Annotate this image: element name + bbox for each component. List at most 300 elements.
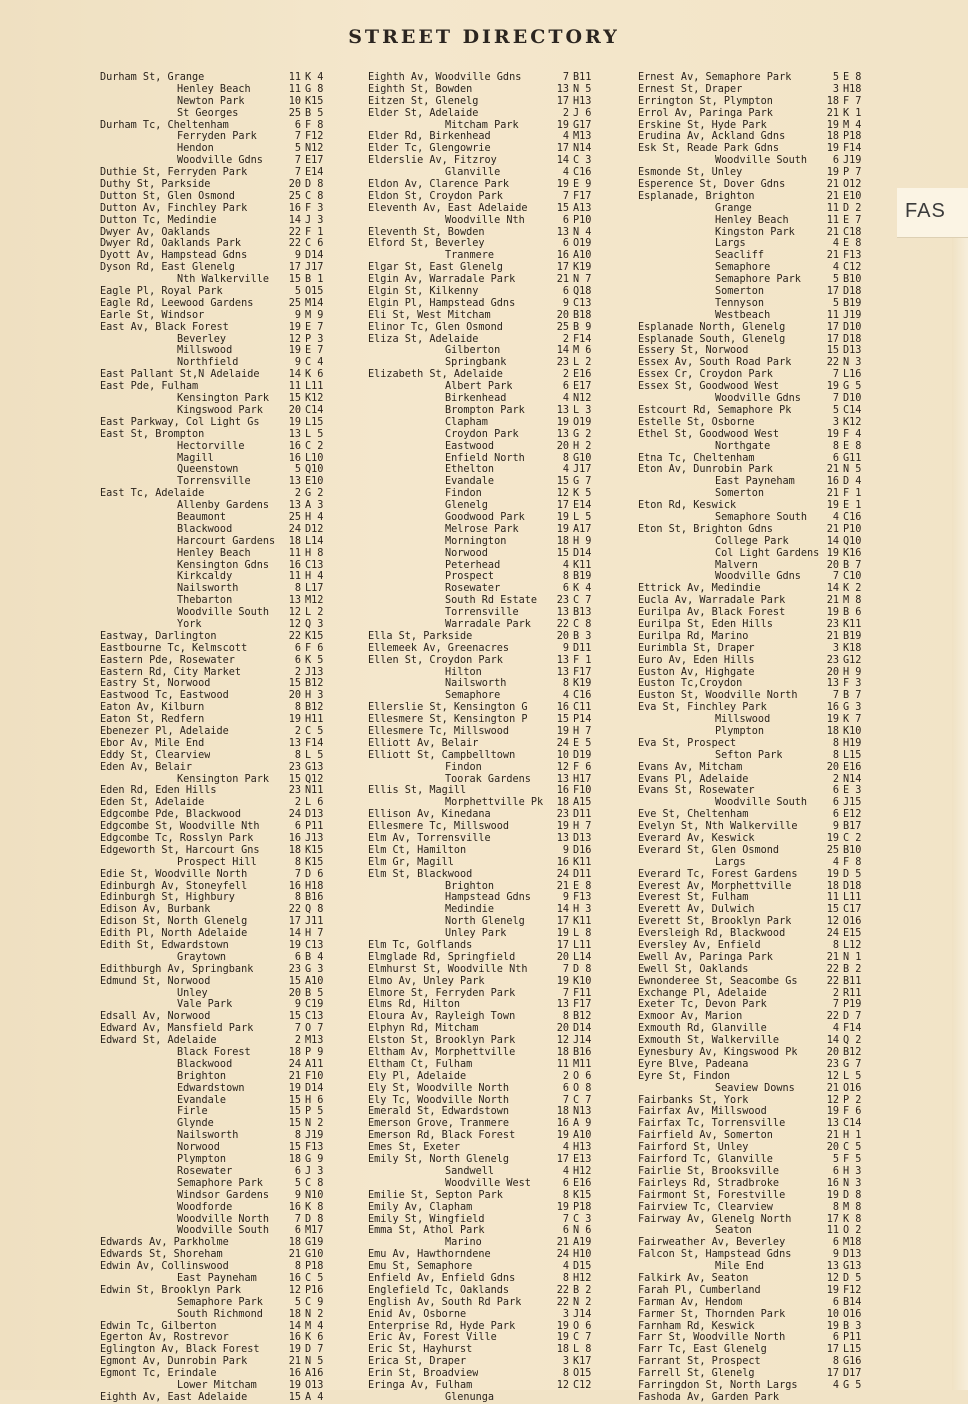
suburb-name: Peterhead	[445, 559, 501, 571]
directory-entry	[100, 524, 336, 536]
map-page: 19	[826, 714, 839, 726]
grid-ref: G 7	[573, 476, 592, 488]
street-name: Ebor Av, Mile End	[100, 737, 205, 749]
suburb-name: Kingston Park	[715, 226, 795, 238]
grid-ref: E16	[573, 1177, 592, 1189]
grid-ref: C13	[305, 1011, 324, 1023]
directory-entry	[100, 536, 336, 548]
directory-entry	[638, 1047, 876, 1059]
street-name: Exmouth St, Walkerville	[638, 1035, 780, 1047]
directory-entry	[638, 821, 876, 833]
street-name: Dwyer Rd, Oaklands Park	[100, 238, 242, 250]
map-page: 16	[288, 440, 301, 452]
directory-entry	[100, 298, 336, 310]
map-page: 19	[556, 179, 569, 191]
map-page: 8	[294, 583, 301, 595]
map-page: 23	[556, 357, 569, 369]
grid-ref: F17	[573, 999, 592, 1011]
directory-entry	[368, 464, 604, 476]
map-page: 6	[832, 1296, 839, 1308]
suburb-name: Albert Park	[445, 381, 513, 393]
directory-entry	[638, 1059, 876, 1071]
directory-entry	[368, 1035, 604, 1047]
directory-entry	[638, 607, 876, 619]
directory-entry	[368, 940, 604, 952]
map-page: 7	[832, 369, 839, 381]
map-page: 4	[832, 238, 839, 250]
map-page: 19	[288, 940, 301, 952]
street-name: Elmhurst St, Woodville Nth	[368, 963, 528, 975]
map-page: 17	[288, 262, 301, 274]
directory-entry	[100, 417, 336, 429]
map-page: 4	[562, 393, 569, 405]
map-page: 11	[556, 1058, 569, 1070]
map-page: 3	[832, 642, 839, 654]
grid-ref: E14	[573, 500, 592, 512]
directory-entry	[100, 774, 336, 786]
directory-entry	[368, 393, 604, 405]
suburb-name: Henley Beach	[177, 83, 251, 95]
grid-ref: N 7	[573, 274, 592, 286]
street-name: Egmont Tc, Erindale	[100, 1368, 217, 1380]
street-name: Emes St, Exeter	[368, 1142, 461, 1154]
map-page: 13	[826, 678, 839, 690]
map-page: 3	[832, 83, 839, 95]
map-page: 20	[826, 1047, 839, 1059]
directory-entry	[368, 72, 604, 84]
suburb-name: Findon	[445, 488, 482, 500]
grid-ref: P18	[843, 131, 862, 143]
map-page: 7	[294, 1023, 301, 1035]
grid-ref: G11	[843, 452, 862, 464]
map-page: 16	[556, 1118, 569, 1130]
street-name: Elmore St, Ferryden Park	[368, 987, 516, 999]
map-page: 22	[288, 238, 301, 250]
grid-ref: B10	[843, 274, 862, 286]
street-name: Everett Av, Dulwich	[638, 904, 755, 916]
directory-entry	[368, 238, 604, 250]
street-name: Evans Av, Mitcham	[638, 761, 743, 773]
street-name: East Av, Black Forest	[100, 321, 229, 333]
directory-entry	[100, 381, 336, 393]
street-name: Euston Av, Highgate	[638, 666, 755, 678]
map-page: 20	[288, 404, 301, 416]
grid-ref: D14	[573, 1023, 592, 1035]
street-name: Eva St, Finchley Park	[638, 702, 767, 714]
map-page: 8	[562, 1368, 569, 1380]
grid-ref: G19	[305, 1237, 324, 1249]
suburb-name: Woodville West	[445, 1177, 531, 1189]
directory-entry	[368, 191, 604, 203]
directory-entry	[638, 417, 876, 429]
grid-ref: K11	[573, 559, 592, 571]
street-name: Everard St, Glen Osmond	[638, 844, 780, 856]
map-page: 16	[288, 559, 301, 571]
grid-ref: K18	[843, 642, 862, 654]
directory-entry	[368, 310, 604, 322]
map-page: 14	[556, 345, 569, 357]
suburb-name: Largs	[715, 238, 746, 250]
directory-entry	[368, 976, 604, 988]
directory-entry	[100, 512, 336, 524]
grid-ref: C 3	[573, 1213, 592, 1225]
grid-ref: G 7	[843, 1058, 862, 1070]
directory-entry	[368, 869, 604, 881]
map-page: 15	[556, 714, 569, 726]
grid-ref: H11	[305, 714, 324, 726]
grid-ref: B 4	[305, 951, 324, 963]
grid-ref: N 5	[843, 464, 862, 476]
directory-entry	[638, 1332, 876, 1344]
grid-ref: K15	[573, 1189, 592, 1201]
map-page: 21	[556, 1237, 569, 1249]
grid-ref: P 9	[305, 1047, 324, 1059]
street-name: Elm Gr, Magill	[368, 856, 454, 868]
grid-ref: C13	[305, 940, 324, 952]
grid-ref: D15	[573, 1261, 592, 1273]
grid-ref: H 4	[305, 511, 324, 523]
map-page: 19	[826, 1106, 839, 1118]
suburb-name: Millswood	[177, 345, 233, 357]
directory-entry	[100, 1332, 336, 1344]
grid-ref: P11	[305, 821, 324, 833]
directory-entry	[638, 167, 876, 179]
grid-ref: K 4	[573, 583, 592, 595]
grid-ref: F 6	[573, 761, 592, 773]
directory-entry	[638, 203, 876, 215]
directory-entry	[100, 120, 336, 132]
directory-entry	[638, 952, 876, 964]
suburb-name: Woodville South	[177, 607, 270, 619]
directory-entry	[638, 690, 876, 702]
street-name: Eddy St, Clearview	[100, 749, 211, 761]
suburb-name: Mile End	[715, 1261, 765, 1273]
grid-ref: D 6	[305, 868, 324, 880]
grid-ref: L 8	[573, 1344, 592, 1356]
street-name: Ellesmere Tc, Millswood	[368, 725, 510, 737]
grid-ref: J 3	[305, 214, 324, 226]
suburb-name: Torrensville	[177, 476, 251, 488]
directory-entry	[100, 453, 336, 465]
grid-ref: C 7	[573, 1332, 592, 1344]
grid-ref: F17	[573, 190, 592, 202]
street-name: Elm Tc, Golflands	[368, 940, 473, 952]
grid-ref: A13	[573, 202, 592, 214]
directory-entry	[100, 262, 336, 274]
map-page: 9	[294, 999, 301, 1011]
street-name: Eucla Av, Warradale Park	[638, 595, 786, 607]
map-page: 9	[832, 821, 839, 833]
map-page: 5	[294, 464, 301, 476]
street-name: Eringa Av, Fulham	[368, 1379, 473, 1391]
directory-entry	[368, 797, 604, 809]
map-page: 19	[826, 868, 839, 880]
directory-entry	[638, 845, 876, 857]
map-page: 20	[288, 690, 301, 702]
suburb-name: Edwardstown	[177, 1082, 245, 1094]
suburb-name: Grange	[715, 202, 752, 214]
grid-ref: K11	[843, 618, 862, 630]
directory-entry	[100, 869, 336, 881]
directory-entry	[368, 203, 604, 215]
suburb-name: Medindie	[445, 904, 495, 916]
grid-ref: E 5	[573, 737, 592, 749]
street-name: Edgcombe Tc, Rosslyn Park	[100, 833, 254, 844]
directory-entry	[368, 262, 604, 274]
suburb-name: East Payneham	[715, 476, 795, 488]
directory-entry	[100, 690, 336, 702]
grid-ref: Q 8	[305, 904, 324, 916]
directory-entry	[368, 1380, 604, 1392]
grid-ref: N12	[573, 393, 592, 405]
map-page: 13	[556, 607, 569, 619]
grid-ref: C16	[573, 690, 592, 702]
suburb-name: Evandale	[445, 476, 495, 488]
grid-ref: B19	[843, 630, 862, 642]
directory-entry	[368, 667, 604, 679]
grid-ref: M13	[573, 131, 592, 143]
street-name: Farr Tc, East Glenelg	[638, 1344, 767, 1356]
street-name: Eglington Av, Black Forest	[100, 1344, 260, 1356]
street-name: Esplanade North, Glenelg	[638, 321, 786, 333]
map-page: 11	[288, 72, 301, 83]
map-page: 9	[294, 309, 301, 321]
street-name: Falkirk Av, Seaton	[638, 1272, 749, 1284]
street-name: Esmonde St, Unley	[638, 167, 743, 179]
street-name: Elgin St, Kilkenny	[368, 286, 479, 298]
street-name: Edinburgh St, Highbury	[100, 892, 235, 904]
map-page: 25	[288, 297, 301, 309]
street-name: Eve St, Cheltenham	[638, 809, 749, 821]
map-page: 2	[294, 666, 301, 678]
map-page: 12	[826, 1272, 839, 1284]
directory-entry	[100, 1142, 336, 1154]
map-page: 8	[832, 940, 839, 952]
grid-ref: D 4	[843, 476, 862, 488]
street-name: Everett St, Brooklyn Park	[638, 916, 792, 928]
directory-entry	[368, 928, 604, 940]
grid-ref: D16	[573, 844, 592, 856]
street-name: Farrant St, Prospect	[638, 1356, 761, 1368]
directory-entry	[100, 441, 336, 453]
map-page: 21	[826, 488, 839, 500]
street-name: Emerson Rd, Black Forest	[368, 1130, 516, 1142]
directory-entry	[638, 345, 876, 357]
directory-entry	[638, 298, 876, 310]
map-page: 8	[294, 892, 301, 904]
street-name: Farr St, Woodville North	[638, 1332, 786, 1344]
grid-ref: O15	[573, 1368, 592, 1380]
grid-ref: K15	[305, 630, 324, 642]
grid-ref: J14	[573, 1035, 592, 1047]
map-page: 16	[826, 702, 839, 714]
street-name: Eastern Rd, City Market	[100, 666, 242, 678]
directory-entry	[368, 595, 604, 607]
map-page: 19	[826, 833, 839, 844]
map-page: 5	[832, 72, 839, 83]
directory-entry	[638, 250, 876, 262]
directory-entry	[368, 1011, 604, 1023]
suburb-name: Norwood	[177, 1142, 220, 1154]
street-name: Exeter Tc, Devon Park	[638, 999, 767, 1011]
map-page: 6	[562, 1177, 569, 1189]
map-page: 21	[826, 250, 839, 262]
grid-ref: L 5	[843, 1070, 862, 1082]
grid-ref: F 3	[843, 678, 862, 690]
grid-ref: J15	[843, 797, 862, 809]
map-page: 4	[562, 690, 569, 702]
directory-entry	[638, 928, 876, 940]
street-name: Fairlie St, Brooksville	[638, 1165, 780, 1177]
map-page: 4	[562, 1165, 569, 1177]
grid-ref: D11	[573, 809, 592, 821]
map-page: 4	[562, 1142, 569, 1154]
grid-ref: B 3	[843, 1320, 862, 1332]
suburb-name: Col Light Gardens	[715, 547, 819, 559]
suburb-name: Allenby Gardens	[177, 500, 270, 512]
grid-ref: F 1	[843, 488, 862, 500]
suburb-name: Evandale	[177, 1094, 227, 1106]
map-page: 14	[826, 1035, 839, 1047]
suburb-name: Nth Walkerville	[177, 274, 270, 286]
grid-ref: K15	[305, 856, 324, 868]
directory-entry	[100, 1130, 336, 1142]
directory-entry	[100, 845, 336, 857]
suburb-name: Croydon Park	[445, 428, 519, 440]
grid-ref: P10	[843, 523, 862, 535]
directory-entry	[100, 476, 336, 488]
map-page: 17	[556, 1154, 569, 1166]
map-page: 17	[826, 286, 839, 298]
street-name: Durham Tc, Cheltenham	[100, 119, 229, 131]
suburb-name: Blackwood	[177, 523, 233, 535]
grid-ref: P10	[573, 214, 592, 226]
directory-entry	[638, 1249, 876, 1261]
map-page: 16	[288, 452, 301, 464]
street-name: Eton Rd, Keswick	[638, 500, 737, 512]
directory-entry	[638, 274, 876, 286]
directory-entry	[100, 108, 336, 120]
thumb-index-tab[interactable]: FAS	[897, 188, 968, 238]
map-page: 6	[294, 1165, 301, 1177]
map-page: 21	[826, 464, 839, 476]
grid-ref: C13	[573, 297, 592, 309]
suburb-name: Westbeach	[715, 309, 771, 321]
map-page: 6	[562, 286, 569, 298]
street-name: Fairfax Av, Millswood	[638, 1106, 767, 1118]
street-name: Everest St, Fulham	[638, 892, 749, 904]
street-name: Edison Av, Burbank	[100, 904, 211, 916]
directory-entry	[100, 976, 336, 988]
suburb-name: Semaphore South	[715, 511, 808, 523]
grid-ref: N13	[573, 1106, 592, 1118]
grid-ref: C 7	[573, 1094, 592, 1106]
map-page: 11	[288, 381, 301, 393]
street-name: Essery St, Norwood	[638, 345, 749, 357]
suburb-name: Gilberton	[445, 345, 501, 357]
suburb-name: Mornington	[445, 535, 507, 547]
map-page: 18	[556, 797, 569, 809]
grid-ref: F12	[305, 131, 324, 143]
directory-entry	[638, 1142, 876, 1154]
street-name: Elder St, Adelaide	[368, 107, 479, 119]
map-page: 15	[288, 1391, 301, 1403]
directory-entry	[100, 595, 336, 607]
map-page: 4	[832, 511, 839, 523]
street-name: Eurilpa Av, Black Forest	[638, 607, 786, 619]
grid-ref: B19	[843, 297, 862, 309]
directory-entry	[100, 1344, 336, 1356]
map-page: 13	[556, 833, 569, 844]
map-page: 6	[832, 809, 839, 821]
directory-entry	[638, 892, 876, 904]
street-name: Durham St, Grange	[100, 72, 205, 83]
street-name: Fairfax Tc, Torrensville	[638, 1118, 786, 1130]
grid-ref: C14	[843, 404, 862, 416]
directory-entry	[368, 250, 604, 262]
grid-ref: J17	[305, 262, 324, 274]
directory-entry	[100, 667, 336, 679]
grid-ref: N 3	[843, 1177, 862, 1189]
map-page: 21	[556, 274, 569, 286]
directory-entry	[638, 1392, 876, 1404]
map-page: 21	[556, 880, 569, 892]
directory-entry	[368, 96, 604, 108]
grid-ref: P 7	[843, 167, 862, 179]
directory-entry	[638, 643, 876, 655]
street-name: Evelyn St, Nth Walkerville	[638, 821, 798, 833]
suburb-name: Northfield	[177, 357, 239, 369]
street-name: Fairleys Rd, Stradbroke	[638, 1177, 780, 1189]
directory-entry	[638, 262, 876, 274]
directory-entry	[368, 548, 604, 560]
directory-entry	[638, 108, 876, 120]
directory-entry	[100, 1297, 336, 1309]
directory-entry	[368, 167, 604, 179]
grid-ref: F13	[573, 892, 592, 904]
directory-entry	[368, 381, 604, 393]
grid-ref: B11	[573, 72, 592, 83]
directory-entry	[100, 393, 336, 405]
suburb-name: Woodville Gdns	[177, 155, 263, 167]
directory-entry	[368, 108, 604, 120]
grid-ref: J19	[305, 1130, 324, 1142]
directory-entry	[638, 155, 876, 167]
grid-ref: H 9	[843, 666, 862, 678]
map-page: 6	[294, 642, 301, 654]
directory-entry	[100, 310, 336, 322]
suburb-name: Springbank	[445, 357, 507, 369]
directory-entry	[638, 429, 876, 441]
street-name: Elinor Tc, Glen Osmond	[368, 321, 503, 333]
grid-ref: C 2	[843, 833, 862, 844]
suburb-name: Brompton Park	[445, 404, 525, 416]
map-page: 23	[826, 618, 839, 630]
street-name: Dutton Tc, Medindie	[100, 214, 217, 226]
directory-entry	[100, 726, 336, 738]
grid-ref: D13	[843, 345, 862, 357]
suburb-name: Semaphore Park	[715, 274, 801, 286]
directory-entry	[368, 892, 604, 904]
directory-entry	[638, 881, 876, 893]
grid-ref: D13	[843, 1249, 862, 1261]
map-page: 6	[294, 119, 301, 131]
map-page: 11	[826, 1225, 839, 1237]
grid-ref: L11	[305, 381, 324, 393]
directory-entry	[100, 643, 336, 655]
street-name: Ellerslie St, Kensington G	[368, 702, 528, 714]
map-page: 15	[288, 1106, 301, 1118]
